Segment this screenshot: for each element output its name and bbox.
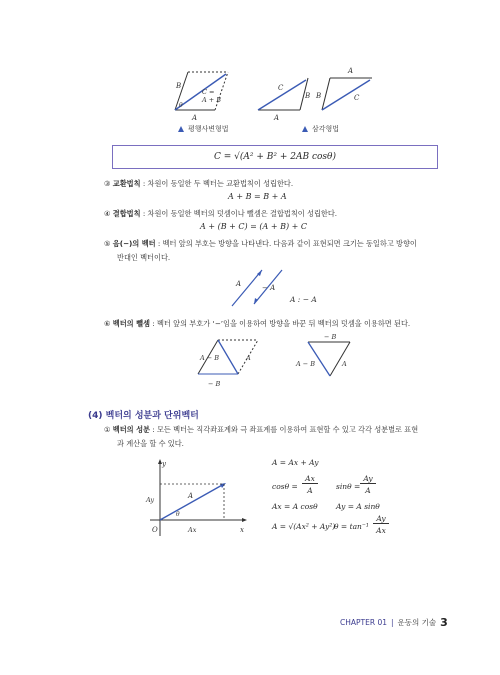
parallelogram-caption-row — [178, 124, 229, 134]
item-number: ⑤ — [104, 239, 111, 248]
tri-a-label: A — [274, 114, 280, 122]
sub-a-label: A — [246, 354, 251, 362]
eq-angle-num: Ay — [373, 514, 389, 524]
item-number: ③ — [104, 179, 111, 188]
graph-theta-label: θ — [176, 511, 180, 518]
section-title: (4) 벡터의 성분과 단위벡터 — [88, 411, 199, 421]
item-commutative — [104, 178, 444, 190]
graph-ax-label: Ax — [188, 526, 197, 534]
footer-divider: | — [391, 618, 394, 627]
item-components-cont: 과 계산을 할 수 있다. — [117, 439, 184, 448]
page-number: 3 — [440, 616, 448, 629]
tri2-b-label: B — [316, 92, 322, 100]
sub2-a-minus-b-label: A − B — [296, 360, 316, 368]
item-components — [104, 424, 449, 436]
footer-chapter: CHAPTER 01 — [340, 618, 387, 627]
graph-x-label: x — [240, 526, 244, 534]
sub2-a-label: A — [342, 360, 347, 368]
commutative-law: A + B = B + A — [228, 192, 287, 201]
tri2-c-label: C — [354, 94, 360, 102]
eq-angle: θ = tan⁻¹ — [334, 522, 369, 531]
eq-magnitude: A = √(Ax² + Ay²) — [272, 522, 336, 531]
formula-text: C = √(A² + B² + 2AB cosθ) — [214, 152, 336, 162]
triangle-bullet-icon — [302, 126, 308, 132]
theta-label: θ — [179, 102, 183, 109]
item-title: 결합법칙 — [112, 209, 141, 218]
eq-cos-den: A — [307, 486, 313, 495]
eq-angle-den: Ax — [376, 526, 386, 535]
eq-ay: Ay = A sinθ — [336, 502, 380, 511]
tri-b-label: B — [305, 92, 311, 100]
item-text: : 모든 벡터는 직각좌표계와 극 좌표계를 이용하여 표현할 수 있고 각각 성분별로 표현 — [149, 425, 419, 434]
item-associative — [104, 208, 444, 220]
graph-origin-label: O — [152, 526, 158, 534]
triangle-caption-row — [302, 124, 339, 134]
item-number: ④ — [104, 209, 111, 218]
neg-relation-label: A : − A — [290, 295, 317, 304]
item-text: : 차원이 동일한 벡터의 덧셈이나 뺄셈은 결합법칙이 성립한다. — [140, 209, 338, 218]
vector-b-label: B — [176, 82, 182, 90]
item-title: 벡터의 뺄셈 — [112, 319, 150, 328]
graph-y-label: y — [162, 460, 166, 468]
triangle-figure — [250, 60, 390, 122]
sub2-minus-b-label: − B — [324, 334, 337, 341]
neg-minus-a-label: − A — [262, 284, 276, 292]
eq-sin-num: Ay — [360, 474, 376, 484]
eq-cos: cosθ = — [272, 482, 298, 491]
eq-ax: Ax = A cosθ — [272, 502, 318, 511]
item-title: 교환법칙 — [112, 179, 141, 188]
eq-sin: sinθ = — [336, 482, 361, 491]
triangle-caption: 삼각형법 — [312, 125, 340, 133]
item-negative-vector-cont: 반대인 벡터이다. — [117, 253, 171, 262]
negative-vector-figure — [222, 266, 332, 310]
sub-a-minus-b-label: A − B — [200, 354, 220, 362]
item-text: : 차원이 동일한 두 벡터는 교환법칙이 성립한다. — [140, 179, 294, 188]
item-subtraction — [104, 318, 449, 330]
item-number: ⑥ — [104, 319, 111, 328]
graph-ay-label: Ay — [146, 496, 155, 504]
item-text: : 벡터 앞의 부호는 방향을 나타낸다. 다음과 같이 표현되면 크기는 동일하고 방향이 — [155, 239, 417, 248]
footer-title: 운동의 기술 — [397, 618, 437, 627]
eq-sum: A = Ax + Ay — [272, 458, 319, 467]
eq-cos-num: Ax — [302, 474, 318, 484]
sub-minus-b-label: − B — [208, 380, 221, 388]
c-eq-label: C = — [202, 88, 215, 96]
formula-box — [112, 145, 438, 169]
vector-a-label: A — [192, 114, 198, 122]
graph-a-label: A — [188, 492, 194, 500]
item-title: 벡터의 성분 — [112, 425, 150, 434]
tri2-a-label: A — [348, 67, 354, 75]
parallelogram-caption: 평행사변형법 — [188, 125, 229, 133]
triangle-bullet-icon — [178, 126, 184, 132]
tri-c-label: C — [278, 84, 284, 92]
a-plus-b-label: A + B — [202, 96, 222, 104]
footer — [340, 616, 448, 629]
item-text: : 벡터 앞의 부호가 ‘−’임을 이용하여 방향을 바꾼 뒤 벡터의 덧셈을 이용하면 된다. — [149, 319, 411, 328]
neg-a-label: A — [236, 280, 242, 288]
eq-sin-den: A — [365, 486, 371, 495]
subtraction-figure — [190, 334, 410, 390]
item-title: 음(−)의 벡터 — [112, 239, 156, 248]
associative-law: A + (B + C) = (A + B) + C — [200, 222, 307, 231]
component-graph — [140, 456, 252, 542]
item-number: ① — [104, 425, 111, 434]
item-negative-vector — [104, 238, 449, 250]
